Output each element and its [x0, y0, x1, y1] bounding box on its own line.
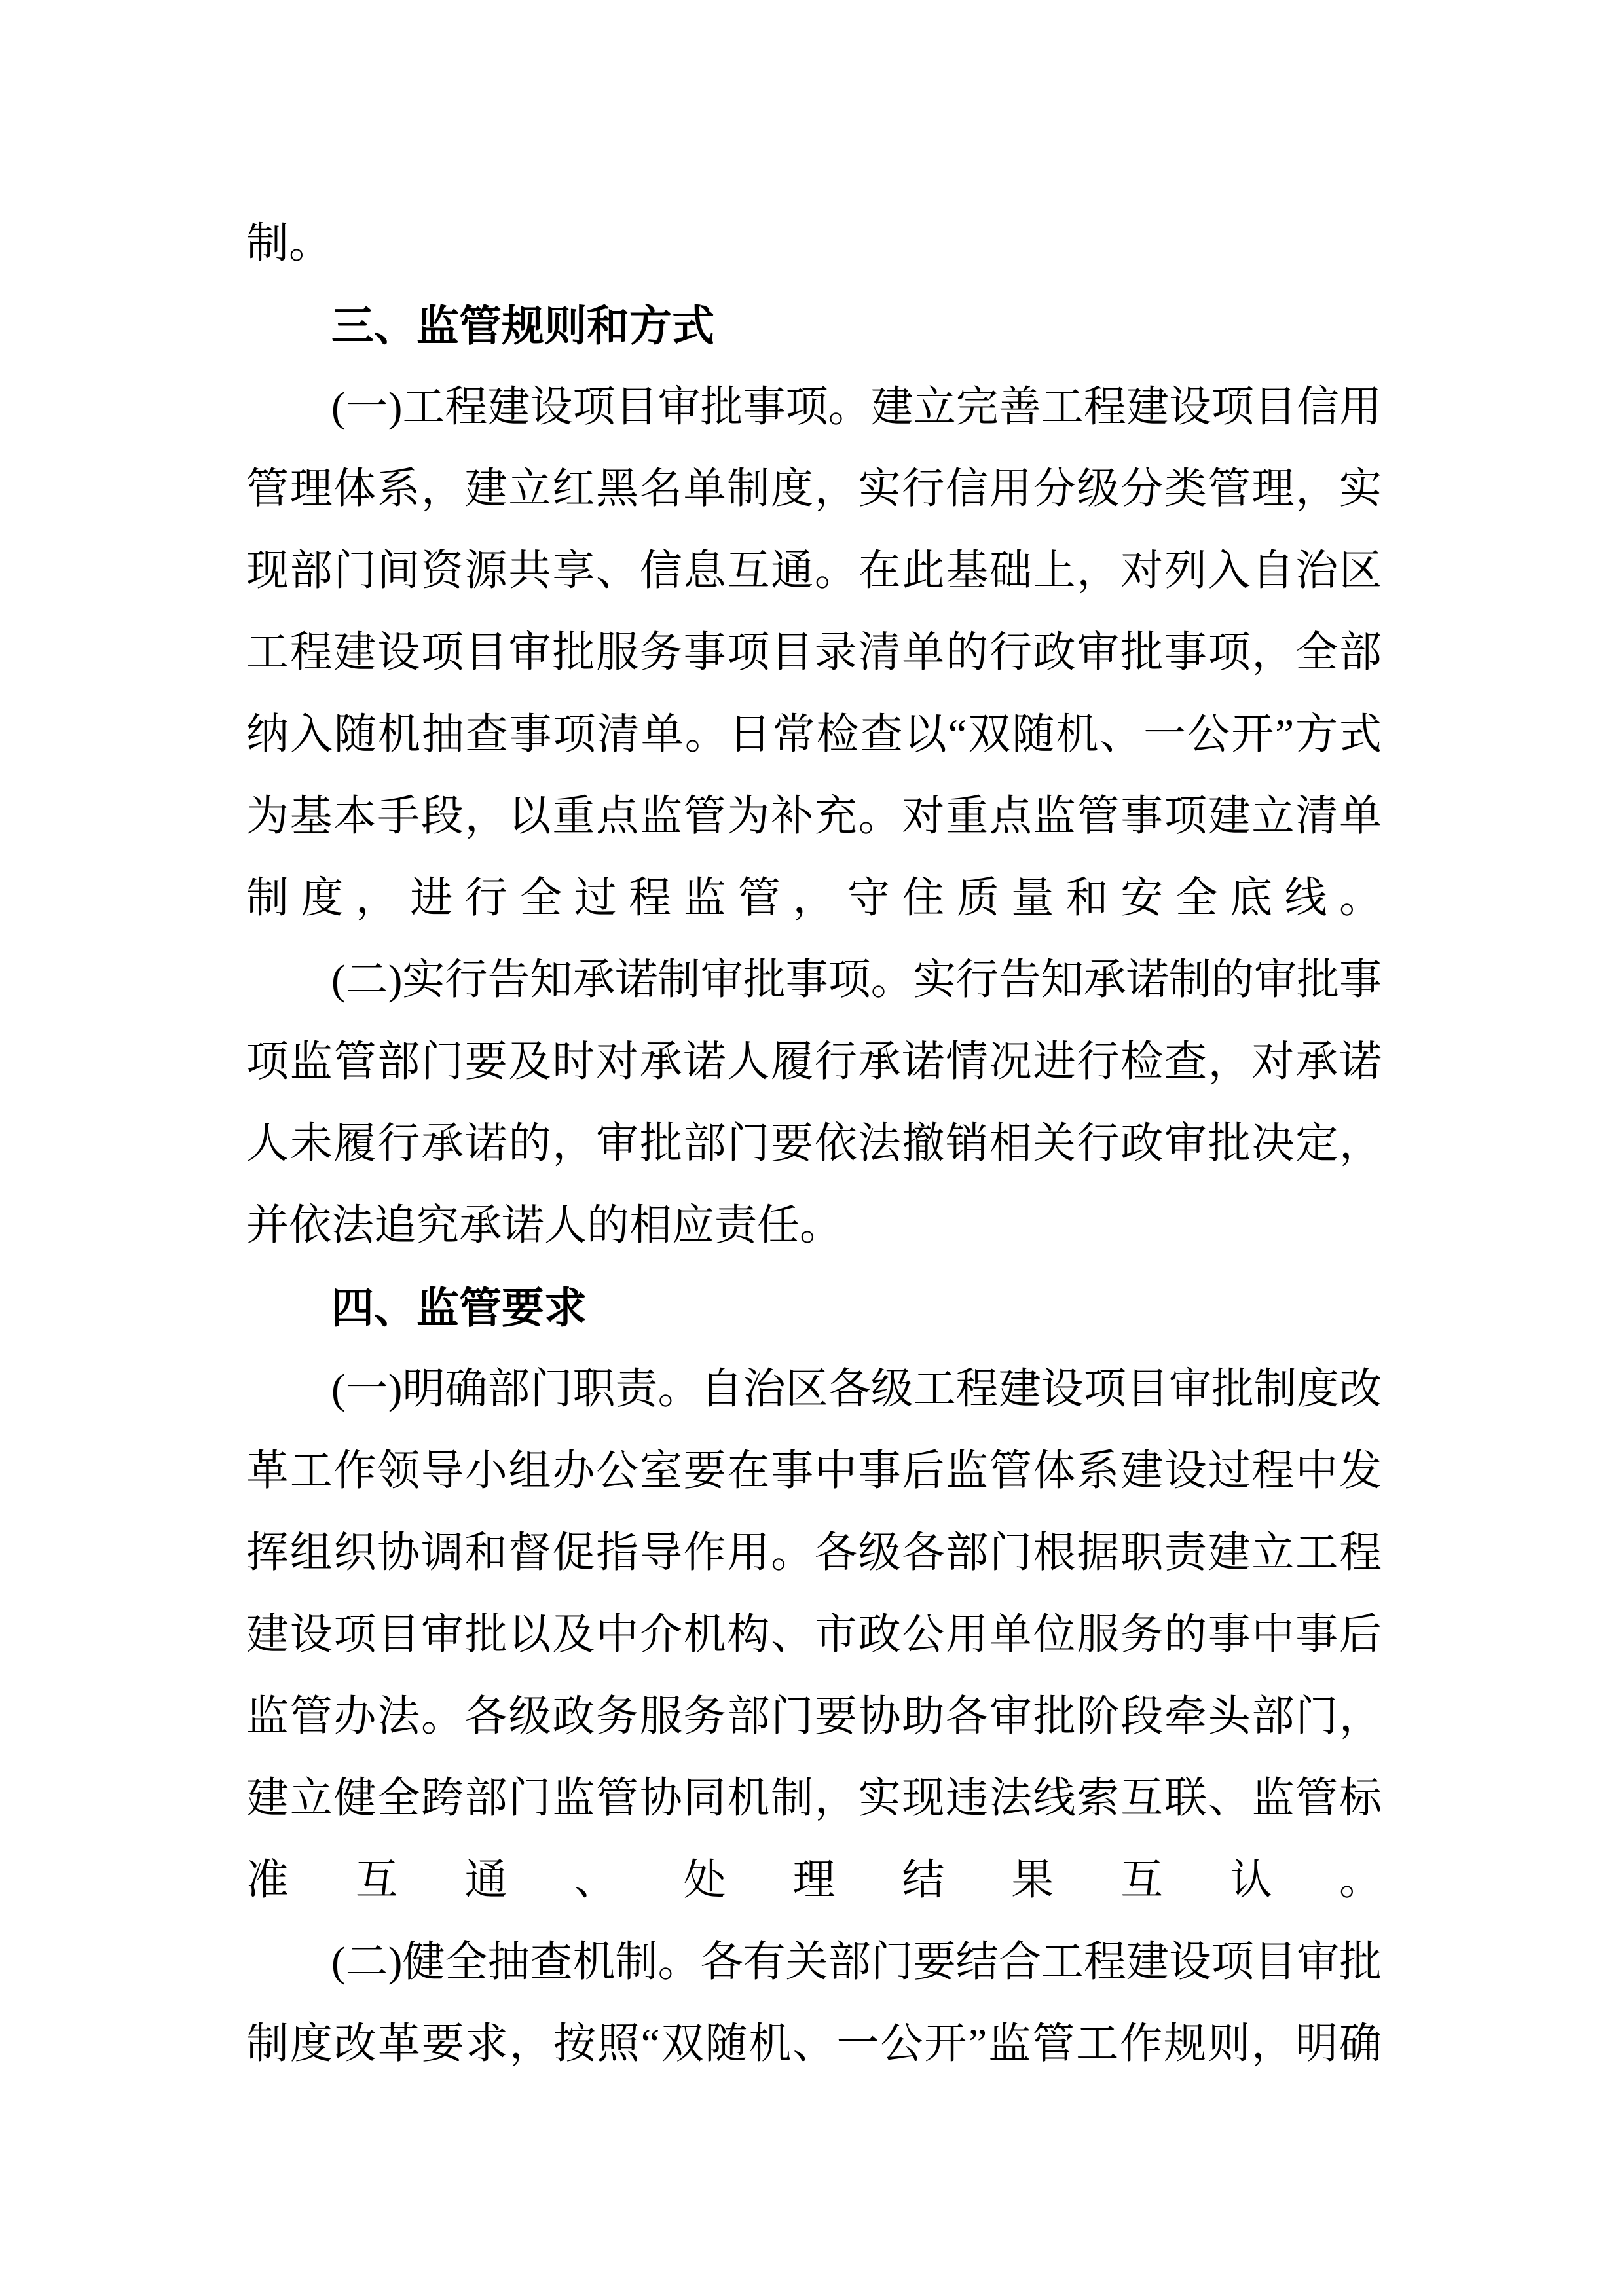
paragraph-body-text: 实行告知承诺制的审批事项监管部门要及时对承诺人履行承诺情况进行检查，对承诺人未履行承诺的，审批部门要依法撤销相关行政审批决定，并依法追究承诺人的相应责任。 [246, 957, 1382, 1249]
paragraph-lead: (一)工程建设项目审批事项。 [331, 384, 871, 431]
section-heading-supervision-requirements: 四、监管要求 [331, 1284, 587, 1332]
paragraph-body-text: 各有关部门要结合工程建设项目审批制度改革要求，按照“双随机、一公开”监管工作规则，明确 [246, 1939, 1382, 2068]
document-body [246, 203, 1382, 2085]
paragraph-lead: (二)健全抽查机制。 [331, 1939, 701, 1986]
paragraph-spot-check-mechanism [246, 1922, 1382, 2085]
paragraph-lead: (一)明确部门职责。 [331, 1366, 701, 1413]
paragraph-lead: (二)实行告知承诺制审批事项。 [331, 957, 913, 1004]
paragraph-body-text: 自治区各级工程建设项目审批制度改革工作领导小组办公室要在事中事后监管体系建设过程中发挥组织协调和督促指导作用。各级各部门根据职责建立工程建设项目审批以及中介机构、市政公用单位服务的事中事后监管办法。各级政务服务部门要协助各审批阶段牵头部门，建立健全跨部门监管协同机制，实现违法线索互联、监管标准互通、处理结果互认。 [246, 1366, 1382, 1904]
paragraph-approval-items [246, 367, 1382, 939]
paragraph-continuation: 制。 [246, 220, 332, 267]
paragraph-department-duties [246, 1349, 1382, 1922]
paragraph-notification-commitment [246, 939, 1382, 1267]
section-heading-supervision-rules: 三、监管规则和方式 [331, 302, 715, 350]
paragraph-body-text: 建立完善工程建设项目信用管理体系，建立红黑名单制度，实行信用分级分类管理，实现部门间资源共享、信息互通。在此基础上，对列入自治区工程建设项目审批服务事项目录清单的行政审批事项，全部纳入随机抽查事项清单。日常检查以“双随机、一公开”方式为基本手段，以重点监管为补充。对重点监管事项建立清单制度，进行全过程监管，守住质量和安全底线。 [246, 384, 1382, 922]
